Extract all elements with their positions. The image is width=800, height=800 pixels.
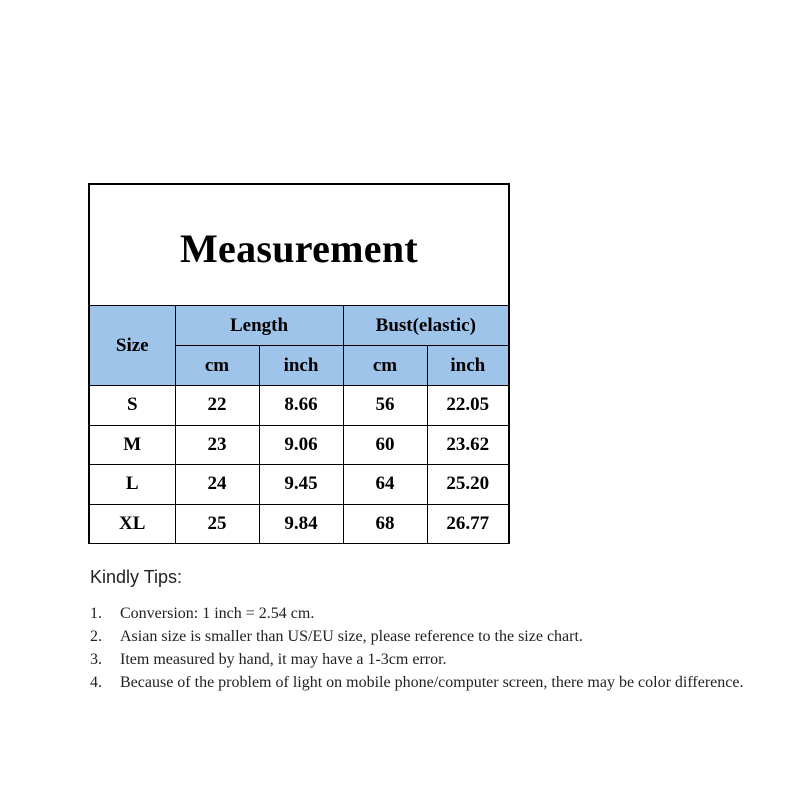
cell-length-cm: 24 [175, 465, 259, 505]
chart-title-box [90, 185, 508, 306]
cell-size: XL [90, 504, 175, 543]
table-row [90, 504, 508, 543]
header-size: Size [90, 306, 175, 386]
list-item [90, 671, 780, 694]
tip-text: Conversion: 1 inch = 2.54 cm. [120, 605, 315, 622]
table-row [90, 425, 508, 465]
tip-number: 1. [90, 605, 102, 622]
chart-title: Measurement [179, 225, 419, 271]
cell-length-inch: 9.06 [259, 425, 343, 465]
tip-number: 2. [90, 628, 102, 645]
cell-bust-cm: 60 [343, 425, 427, 465]
cell-size: S [90, 386, 175, 426]
cell-length-cm: 22 [175, 386, 259, 426]
header-length: Length [175, 306, 343, 346]
cell-length-inch: 9.45 [259, 465, 343, 505]
kindly-tips [90, 567, 780, 694]
size-chart [88, 183, 510, 544]
cell-length-inch: 9.84 [259, 504, 343, 543]
tips-list [90, 602, 780, 694]
header-bust-inch: inch [427, 346, 508, 386]
list-item [90, 602, 780, 625]
cell-length-cm: 25 [175, 504, 259, 543]
cell-bust-inch: 22.05 [427, 386, 508, 426]
header-length-cm: cm [175, 346, 259, 386]
size-table [90, 306, 508, 543]
cell-bust-cm: 68 [343, 504, 427, 543]
cell-length-inch: 8.66 [259, 386, 343, 426]
tip-number: 3. [90, 651, 102, 668]
cell-size: M [90, 425, 175, 465]
list-item [90, 625, 780, 648]
tip-number: 4. [90, 674, 102, 691]
tip-text: Asian size is smaller than US/EU size, please reference to the size chart. [120, 628, 583, 645]
cell-bust-cm: 56 [343, 386, 427, 426]
tip-text: Item measured by hand, it may have a 1-3cm error. [120, 651, 447, 668]
header-bust-cm: cm [343, 346, 427, 386]
tips-title: Kindly Tips: [90, 567, 183, 587]
cell-bust-inch: 26.77 [427, 504, 508, 543]
cell-bust-inch: 23.62 [427, 425, 508, 465]
header-length-inch: inch [259, 346, 343, 386]
cell-length-cm: 23 [175, 425, 259, 465]
cell-bust-cm: 64 [343, 465, 427, 505]
cell-size: L [90, 465, 175, 505]
tip-text: Because of the problem of light on mobile phone/computer screen, there may be color difference. [120, 674, 744, 691]
table-row [90, 386, 508, 426]
table-row [90, 465, 508, 505]
cell-bust-inch: 25.20 [427, 465, 508, 505]
list-item [90, 648, 780, 671]
header-bust: Bust(elastic) [343, 306, 508, 346]
